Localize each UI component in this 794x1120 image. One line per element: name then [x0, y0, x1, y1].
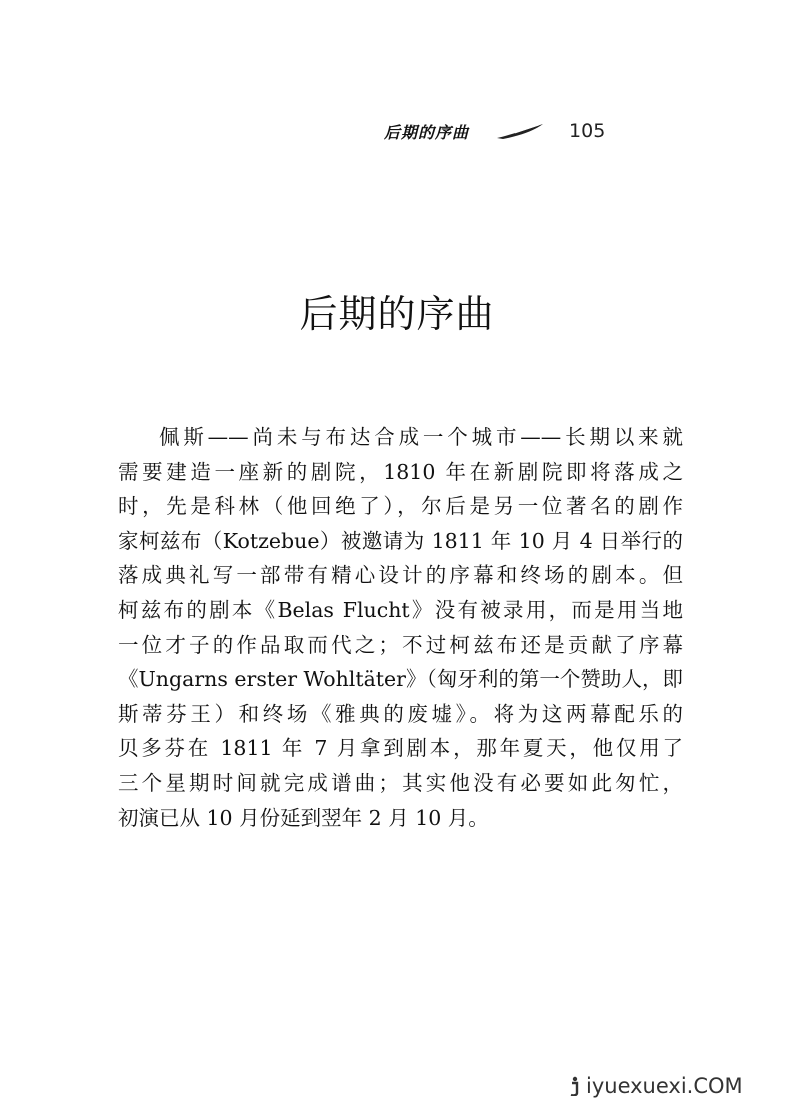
page-number: 105 — [569, 120, 606, 142]
quill-ornament-icon — [495, 121, 545, 141]
running-header — [384, 118, 605, 144]
text-line: 三个星期时间就完成谱曲；其实他没有必要如此匆忙， — [118, 770, 683, 795]
watermark-logo-icon — [566, 1076, 584, 1096]
running-title: 后期的序曲 — [384, 122, 470, 142]
text-line: 落成典礼写一部带有精心设计的序幕和终场的剧本。但 — [118, 563, 683, 588]
text-line: 《Ungarns erster Wohltäter》（匈牙利的第一个赞助人，即 — [118, 667, 683, 692]
text-line: 一位才子的作品取而代之；不过柯兹布还是贡献了序幕 — [118, 632, 683, 657]
text-line: 佩斯——尚未与布达合成一个城市——长期以来就 — [159, 425, 683, 449]
body-paragraph — [118, 420, 683, 835]
text-line: 斯蒂芬王）和终场《雅典的废墟》。将为这两幕配乐的 — [118, 701, 683, 726]
chapter-title: 后期的序曲 — [299, 292, 495, 336]
text-line: 柯兹布的剧本《Belas Flucht》没有被录用，而是用当地 — [118, 597, 683, 622]
text-line: 家柯兹布（Kotzebue）被邀请为 1811 年 10 月 4 日举行的 — [118, 528, 683, 553]
text-line: 贝多芬在 1811 年 7 月拿到剧本，那年夏天，他仅用了 — [118, 736, 683, 761]
watermark — [566, 1074, 743, 1098]
text-line: 需要建造一座新的剧院，1810 年在新剧院即将落成之 — [118, 459, 683, 484]
text-line: 时，先是科林（他回绝了），尔后是另一位著名的剧作 — [118, 494, 683, 519]
text-line: 初演已从 10 月份延到翌年 2 月 10 月。 — [118, 805, 489, 830]
watermark-text: iyuexuexi.COM — [586, 1074, 743, 1098]
